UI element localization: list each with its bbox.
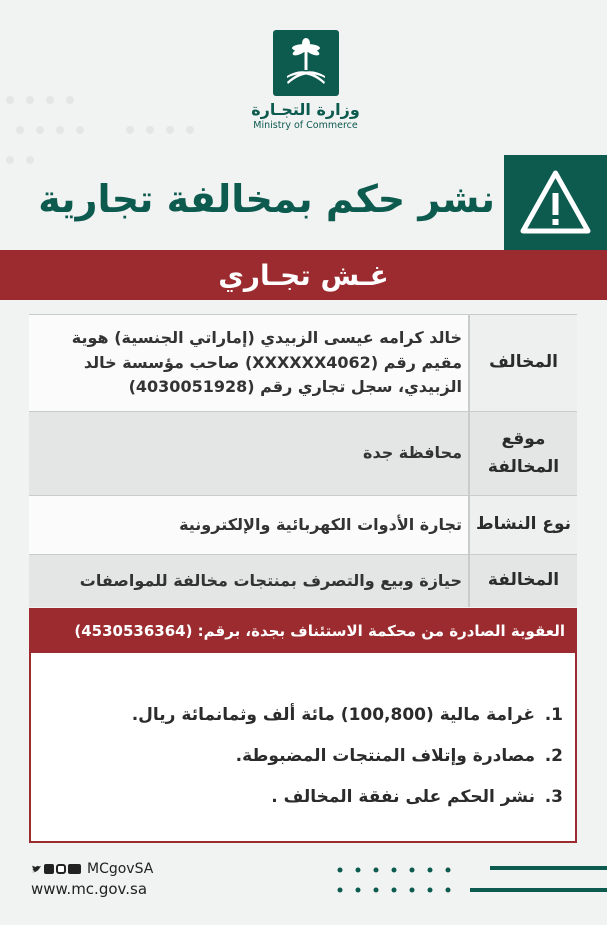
row-value: محافظة جدة <box>29 412 468 495</box>
list-item <box>132 705 563 746</box>
penalty-header: العقوبة الصادرة من محكمة الاستئناف بجدة، برقم: (4530536364) <box>29 608 577 653</box>
row-label: موقع المخالفة <box>468 412 577 495</box>
violation-type: غـش تجـاري <box>218 259 389 292</box>
penalty-list <box>132 705 563 828</box>
footer-stripes <box>470 864 607 904</box>
violation-details-table <box>29 314 577 607</box>
table-row <box>29 314 577 411</box>
row-value: تجارة الأدوات الكهربائية والإلكترونية <box>29 496 468 554</box>
list-item <box>132 746 563 787</box>
item-number: 3. <box>544 787 563 807</box>
twitter-icon[interactable] <box>31 864 42 874</box>
violation-type-band <box>0 250 607 300</box>
instagram-icon[interactable] <box>56 864 66 874</box>
item-number: 1. <box>544 705 563 725</box>
item-number: 2. <box>544 746 563 766</box>
item-text: مصادرة وإتلاف المنتجات المضبوطة. <box>235 746 535 766</box>
row-value: حيازة وبيع والتصرف بمنتجات مخالفة للمواصفات <box>29 555 468 607</box>
logo-english-name: Ministry of Commerce <box>253 120 358 131</box>
website-link[interactable]: www.mc.gov.sa <box>31 880 148 898</box>
row-value: خالد كرامه عيسى الزبيدي (إماراتي الجنسية) هوية مقيم رقم (XXXXXX4062) صاحب مؤسسة خالد الزبيدي، سجل تجاري رقم (4030051928) <box>29 315 468 411</box>
row-label: المخالفة <box>468 555 577 607</box>
palm-swords-emblem-icon <box>273 30 339 96</box>
table-row <box>29 554 577 607</box>
ministry-logo <box>248 30 363 131</box>
penalty-box <box>29 653 577 843</box>
item-text: نشر الحكم على نفقة المخالف . <box>271 787 535 807</box>
social-handle[interactable]: MCgovSA <box>87 861 154 877</box>
logo-arabic-name: وزارة التجـارة <box>251 100 360 119</box>
row-label: المخالف <box>468 315 577 411</box>
page-title: نشر حكم بمخالفة تجارية <box>38 177 495 221</box>
item-text: غرامة مالية (100,800) مائة ألف وثمانمائة ريال. <box>131 705 535 725</box>
social-links <box>31 861 153 877</box>
warning-box <box>504 155 607 250</box>
table-row <box>29 495 577 554</box>
table-row <box>29 411 577 495</box>
row-label: نوع النشاط <box>468 496 577 554</box>
footer <box>0 850 607 925</box>
list-item <box>132 787 563 828</box>
youtube-icon[interactable] <box>68 864 81 874</box>
warning-triangle-icon <box>504 155 607 250</box>
facebook-icon[interactable] <box>44 864 54 874</box>
